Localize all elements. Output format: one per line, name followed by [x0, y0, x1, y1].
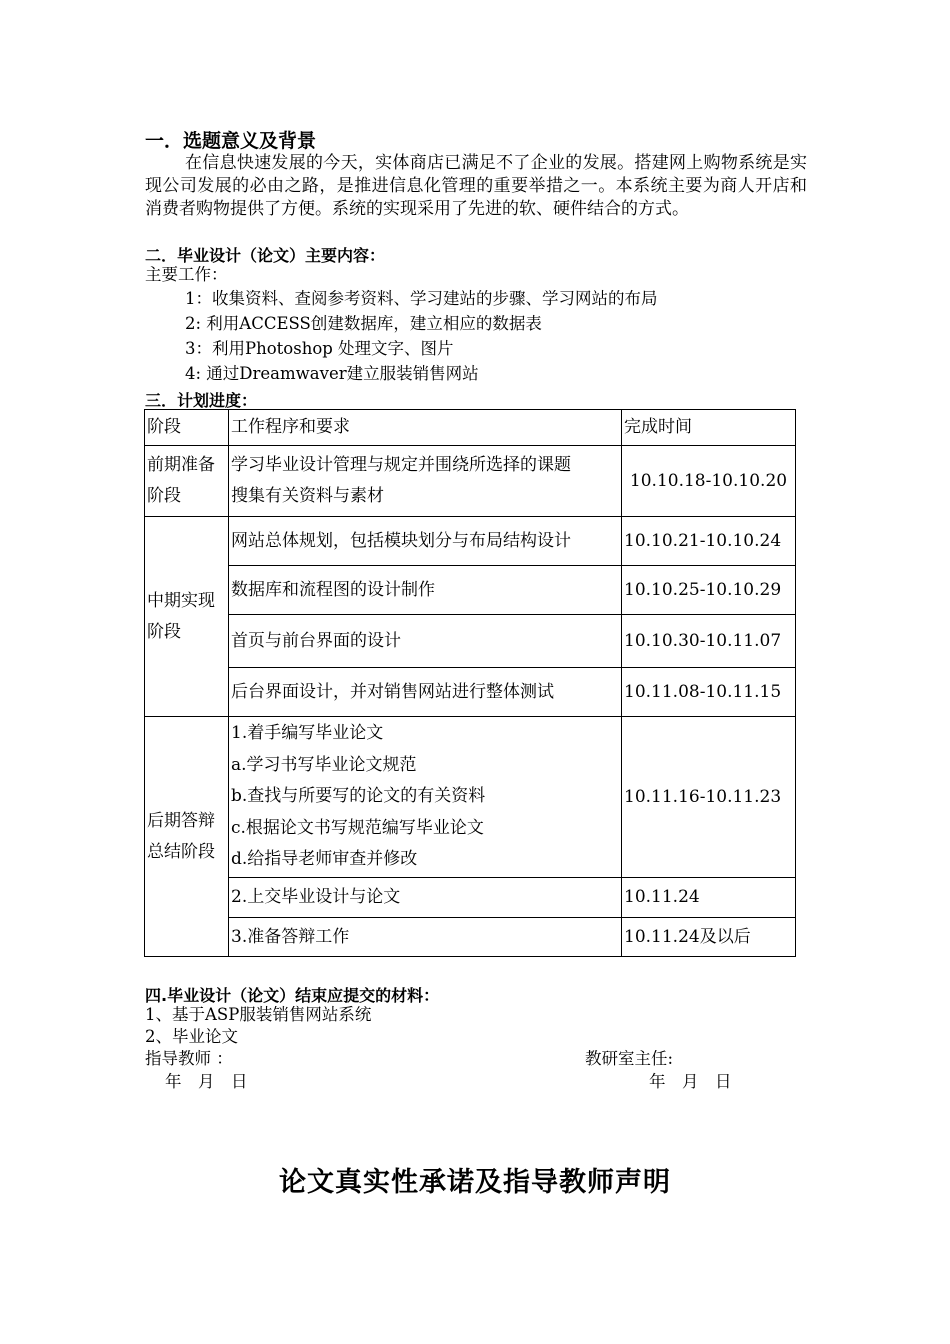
- table-row: [145, 918, 796, 957]
- section4-item-2: 2、毕业论文: [145, 1027, 238, 1046]
- time-cell: 10.10.18-10.10.20: [622, 446, 796, 517]
- time-cell: 10.11.24及以后: [622, 918, 796, 957]
- advisor-label: 指导教师 ：: [145, 1049, 233, 1068]
- stage-middle: 中期实现阶段: [145, 517, 229, 717]
- time-cell: 10.11.08-10.11.15: [622, 668, 796, 717]
- task-line: 学习毕业设计管理与规定并围绕所选择的课题: [231, 454, 571, 475]
- section2-item-1: 1：收集资料、查阅参考资料、学习建站的步骤、学习网站的布局: [185, 289, 658, 308]
- task-cell: 数据库和流程图的设计制作: [229, 566, 622, 615]
- section4-heading: 四.毕业设计（论文）结束应提交的材料：: [145, 986, 440, 1005]
- task-line: a.学习书写毕业论文规范: [231, 754, 417, 775]
- task-cell: 首页与前台界面的设计: [229, 615, 622, 668]
- section4-item-1: 1、基于ASP服装销售网站系统: [145, 1005, 372, 1024]
- table-row: [145, 615, 796, 668]
- task-line: d.给指导老师审查并修改: [231, 849, 418, 870]
- task-line: b.查找与所要写的论文的有关资料: [231, 786, 486, 807]
- table-row: [145, 878, 796, 918]
- time-cell: 10.11.24: [622, 878, 796, 918]
- advisor-date: 年 月 日: [165, 1072, 248, 1091]
- section2-item-2: 2: 利用ACCESS创建数据库，建立相应的数据表: [185, 314, 542, 333]
- time-cell: 10.11.16-10.11.23: [622, 717, 796, 878]
- section1-heading: 一．选题意义及背景: [145, 130, 317, 152]
- task-cell: [229, 717, 622, 878]
- section2-item-4: 4: 通过Dreamwaver建立服装销售网站: [185, 364, 479, 383]
- director-date: 年 月 日: [649, 1072, 732, 1091]
- time-cell: 10.10.21-10.10.24: [622, 517, 796, 566]
- stage-late: 后期答辩总结阶段: [145, 717, 229, 957]
- stage-early: 前期准备阶段: [145, 446, 229, 517]
- director-label: 教研室主任:: [585, 1049, 674, 1068]
- task-line: 1.着手编写毕业论文: [231, 723, 384, 744]
- task-cell: 后台界面设计，并对销售网站进行整体测试: [229, 668, 622, 717]
- task-line: 搜集有关资料与素材: [231, 486, 384, 506]
- section2-heading: 二．毕业设计（论文）主要内容：: [145, 246, 386, 265]
- table-row: [145, 566, 796, 615]
- time-cell: 10.10.30-10.11.07: [622, 615, 796, 668]
- task-cell: 网站总体规划，包括模块划分与布局结构设计: [229, 517, 622, 566]
- header-stage: 阶段: [145, 410, 229, 446]
- section2-intro: 主要工作：: [145, 265, 228, 284]
- time-cell: 10.10.25-10.10.29: [622, 566, 796, 615]
- table-row: [145, 446, 796, 517]
- task-cell: 3.准备答辩工作: [229, 918, 622, 957]
- task-cell: [229, 446, 622, 517]
- section3-heading: 三．计划进度：: [145, 391, 258, 410]
- table-row: [145, 717, 796, 878]
- task-line: c.根据论文书写规范编写毕业论文: [231, 817, 484, 838]
- section2-item-3: 3：利用Photoshop 处理文字、图片: [185, 339, 454, 358]
- header-task: 工作程序和要求: [229, 410, 622, 446]
- table-row: [145, 668, 796, 717]
- table-row: [145, 517, 796, 566]
- section1-paragraph: 在信息快速发展的今天，实体商店已满足不了企业的发展。搭建网上购物系统是实现公司发展的必由之路，是推进信息化管理的重要举措之一。本系统主要为商人开店和消费者购物提供了方便。系统的实现采用了先进的软、硬件结合的方式。: [145, 153, 807, 219]
- task-cell: 2.上交毕业设计与论文: [229, 878, 622, 918]
- table-header-row: [145, 410, 796, 446]
- header-time: 完成时间: [622, 410, 796, 446]
- schedule-table: [144, 409, 796, 957]
- declaration-title: 论文真实性承诺及指导教师声明: [279, 1167, 671, 1198]
